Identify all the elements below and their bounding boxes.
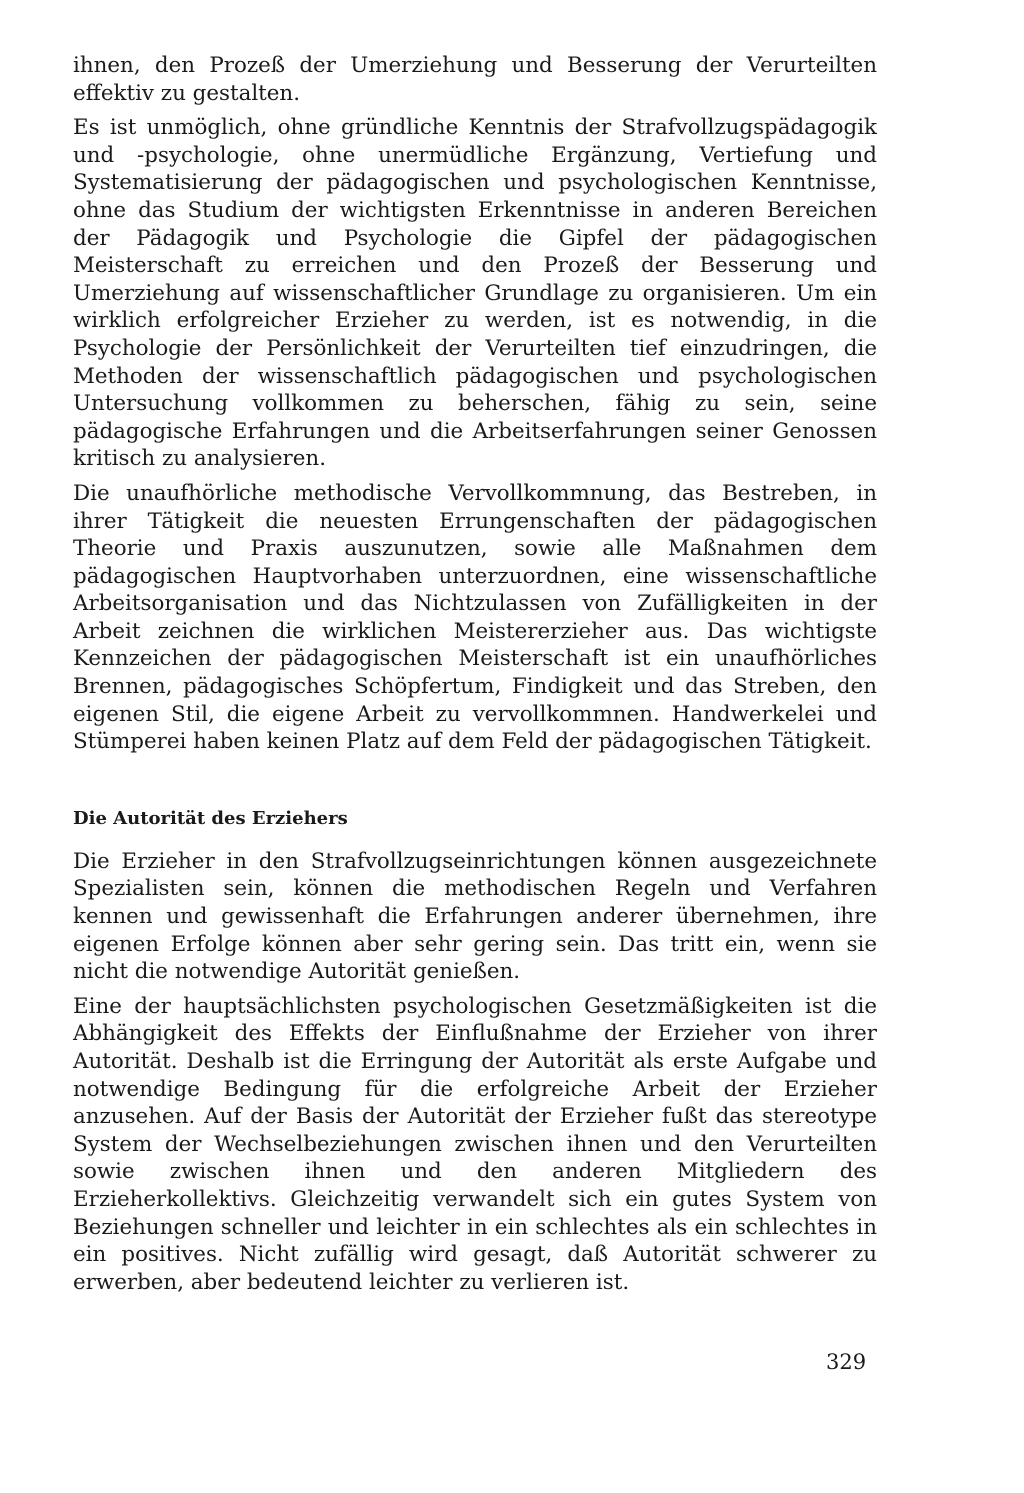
section-paragraph: Die Erzieher in den Strafvollzugseinrichtungen können ausgezeichnete Spezialisten sein, können die methodischen Regeln und Verfahren kennen und gewissenhaft die Erfahrungen anderer übernehmen, ihre eigenen Erfolge können aber sehr gering sein. Das tritt ein, wenn sie nicht die notwendige Autorität genießen. xyxy=(73,848,877,985)
body-paragraph: Es ist unmöglich, ohne gründliche Kenntnis der Strafvollzugspädagogik und -psychologie, ohne unermüdliche Ergänzung, Vertiefung und Systematisierung der pädagogischen und psychologischen Kenntnisse, ohne das Studium der wichtigsten Erkenntnisse in anderen Bereichen der Pädagogik und Psychologie die Gipfel der pädagogischen Meisterschaft zu erreichen und den Prozeß der Besserung und Umerziehung auf wissenschaftlicher Grundlage zu organisieren. Um ein wirklich erfolgreicher Erzieher zu werden, ist es notwendig, in die Psychologie der Persönlichkeit der Verurteilten tief einzudringen, die Methoden der wissenschaftlich pädagogischen und psychologischen Untersuchung vollkommen zu beherschen, fähig zu sein, seine pädagogische Erfahrungen und die Arbeitserfahrungen seiner Genossen kritisch zu analysieren. xyxy=(73,115,877,472)
section-paragraph: Eine der hauptsächlichsten psychologischen Gesetzmäßigkeiten ist die Abhängigkeit des Effekts der Einflußnahme der Erzieher von ihrer Autorität. Deshalb ist die Erringung der Autorität als erste Aufgabe und notwendige Bedingung für die erfolgreiche Arbeit der Erzieher anzusehen. Auf der Basis der Autorität der Erzieher fußt das stereotype System der Wechselbeziehungen zwischen ihnen und den Verurteilten sowie zwischen ihnen und den anderen Mitgliedern des Erzieherkollektivs. Gleichzeitig verwandelt sich ein gutes System von Beziehungen schneller und leichter in ein schlechtes als ein schlechtes in ein positives. Nicht zufällig wird gesagt, daß Autorität schwerer zu erwerben, aber bedeutend leichter zu verlieren ist. xyxy=(73,993,877,1295)
body-paragraph: Die unaufhörliche methodische Vervollkommnung, das Bestreben, in ihrer Tätigkeit die neuesten Errungenschaften der pädagogischen Theorie und Praxis auszunutzen, sowie alle Maßnahmen dem pädagogischen Hauptvorhaben unterzuordnen, eine wissenschaftliche Arbeitsorganisation und das Nichtzulassen von Zufälligkeiten in der Arbeit zeichnen die wirklichen Meistererzieher aus. Das wichtigste Kennzeichen der pädagogischen Meisterschaft ist ein unaufhörliches Brennen, pädagogisches Schöpfertum, Findigkeit und das Streben, den eigenen Stil, die eigene Arbeit zu vervollkommnen. Handwerkelei und Stümperei haben keinen Platz auf dem Feld der pädagogischen Tätigkeit. xyxy=(73,480,877,755)
section-heading: Die Autorität des Erziehers xyxy=(73,807,348,829)
page-number: 329 xyxy=(826,1350,867,1374)
page-content xyxy=(73,52,877,1296)
body-paragraph: ihnen, den Prozeß der Umerziehung und Besserung der Verurteilten effektiv zu gestalten. xyxy=(73,53,877,106)
